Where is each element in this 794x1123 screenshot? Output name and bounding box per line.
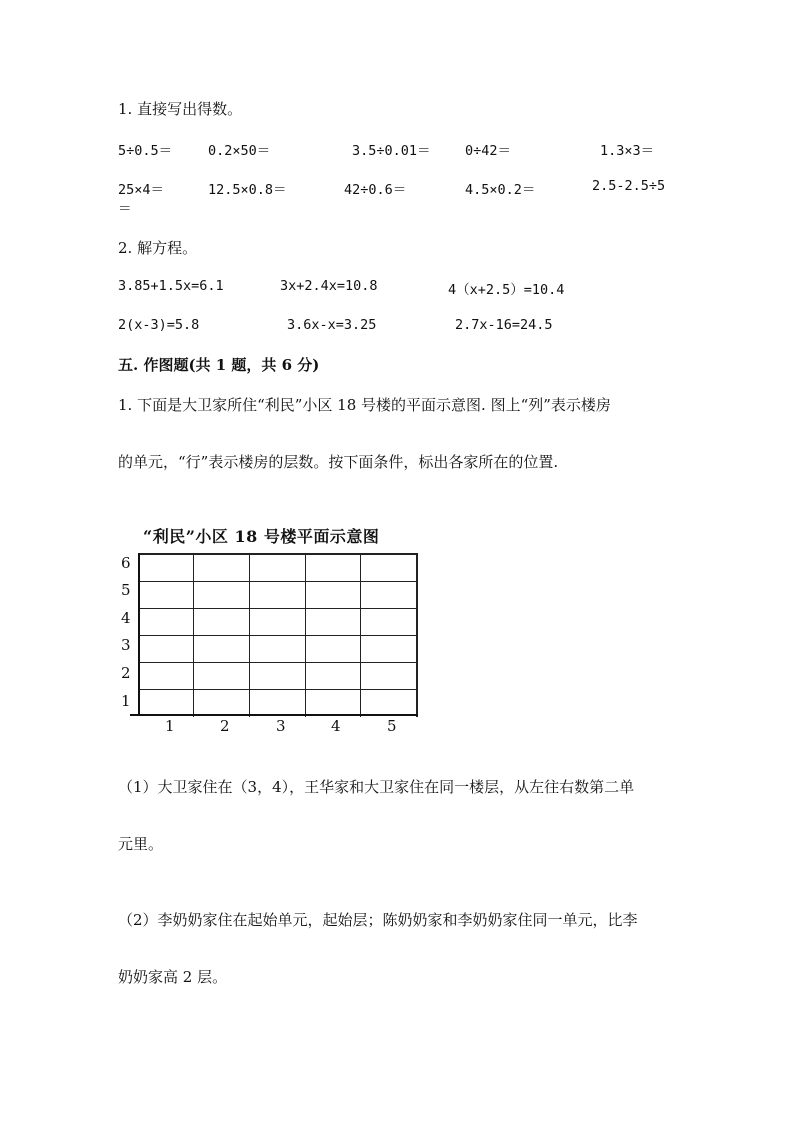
- grid-row-line: [138, 662, 416, 663]
- oral-calc-item: 0.2×50＝: [208, 143, 271, 159]
- grid-col-line: [193, 555, 194, 717]
- grid-col-line: [360, 555, 361, 717]
- section1-title: 1. 直接写出得数。: [118, 100, 243, 118]
- section5-heading: 五. 作图题(共 1 题，共 6 分): [118, 356, 320, 374]
- column-label: 4: [331, 717, 341, 735]
- column-label: 3: [276, 717, 286, 735]
- equation-item: 2(x-3)=5.8: [118, 317, 200, 333]
- grid-row-line: [138, 689, 416, 690]
- equation-item: 4（x+2.5）=10.4: [448, 282, 565, 298]
- row-label: 4: [121, 609, 131, 627]
- equation-item: 3.85+1.5x=6.1: [118, 278, 224, 294]
- equation-item: 3x+2.4x=10.8: [280, 278, 378, 294]
- column-label: 2: [220, 717, 230, 735]
- oral-calc-item: 2.5-2.5÷5: [592, 178, 666, 194]
- question-text: 1. 下面是大卫家所住“利民”小区 18 号楼的平面示意图. 图上“列”表示楼房: [118, 396, 611, 414]
- condition-text: 元里。: [118, 835, 164, 853]
- equation-item: 2.7x-16=24.5: [455, 317, 553, 333]
- row-label: 5: [121, 581, 131, 599]
- oral-calc-item: 25×4＝: [118, 182, 165, 198]
- condition-text: （1）大卫家住在（3，4），王华家和大卫家住在同一楼层，从左往右数第二单: [118, 778, 635, 796]
- grid-col-line: [249, 555, 250, 717]
- section2-title: 2. 解方程。: [118, 239, 198, 257]
- oral-calc-item: 0÷42＝: [465, 143, 512, 159]
- condition-text: （2）李奶奶家住在起始单元，起始层；陈奶奶家和李奶奶家住同一单元，比李: [118, 911, 638, 929]
- grid-col-line: [305, 555, 306, 717]
- row-label: 1: [121, 692, 131, 710]
- y-axis: [138, 553, 140, 716]
- grid-row-line: [138, 581, 416, 582]
- row-label: 6: [121, 554, 131, 572]
- oral-calc-item: 12.5×0.8＝: [208, 182, 287, 198]
- equation-item: 3.6x-x=3.25: [287, 317, 377, 333]
- oral-calc-item: 42÷0.6＝: [344, 182, 407, 198]
- oral-calc-item: 4.5×0.2＝: [465, 182, 536, 198]
- grid-row-line: [138, 608, 416, 609]
- question-text: 的单元，“行”表示楼房的层数。按下面条件，标出各家所在的位置.: [118, 453, 559, 471]
- column-label: 1: [165, 717, 175, 735]
- figure-title: “利民”小区 18 号楼平面示意图: [143, 527, 380, 546]
- row-label: 3: [121, 636, 131, 654]
- oral-calc-item: 3.5÷0.01＝: [352, 143, 431, 159]
- row-label: 2: [121, 664, 131, 682]
- grid-row-line: [138, 635, 416, 636]
- oral-calc-item: 5÷0.5＝: [118, 143, 173, 159]
- column-label: 5: [387, 717, 397, 735]
- oral-calc-wrap: ＝: [118, 201, 132, 217]
- x-axis: [130, 714, 418, 716]
- oral-calc-item: 1.3×3＝: [600, 143, 655, 159]
- grid-frame: [138, 553, 418, 717]
- condition-text: 奶奶家高 2 层。: [118, 968, 228, 986]
